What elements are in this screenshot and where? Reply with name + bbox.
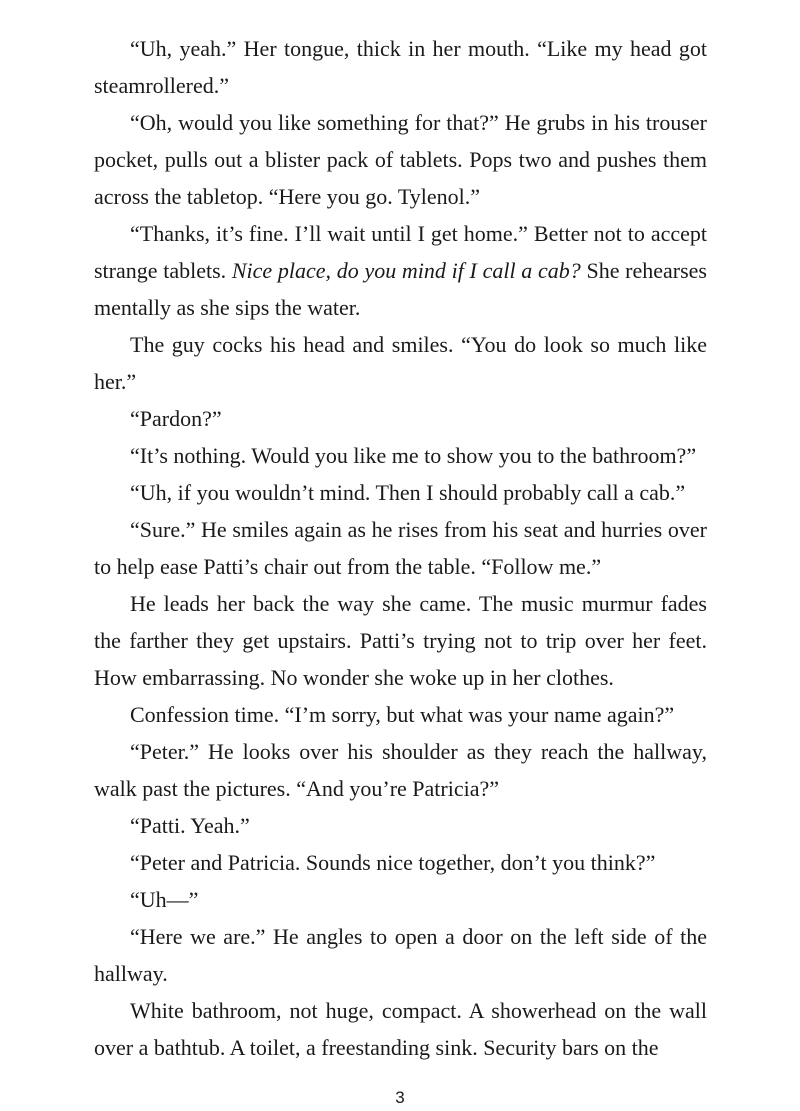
paragraph-2: “Oh, would you like something for that?” He grubs in his trouser pocket, pulls out a blister pack of tablets. Pops two and pushes them across the tabletop. “Here you go. Tylenol.” (94, 110, 707, 209)
page-number: 3 (395, 1088, 405, 1107)
paragraph-11: “Peter.” He looks over his shoulder as they reach the hallway, walk past the pictures. “And you’re Patricia?” (94, 739, 707, 801)
paragraph-7: “Uh, if you wouldn’t mind. Then I should probably call a cab.” (130, 480, 686, 505)
paragraph-4: The guy cocks his head and smiles. “You do look so much like her.” (94, 332, 707, 394)
paragraph-12: “Patti. Yeah.” (130, 813, 250, 838)
paragraph-3-italic: Nice place, do you mind if I call a cab? (231, 258, 581, 283)
paragraph-5: “Pardon?” (130, 406, 222, 431)
paragraph-8: “Sure.” He smiles again as he rises from his seat and hurries over to help ease Patti’s chair out from the table. “Follow me.” (94, 517, 707, 579)
paragraph-3-tail: She rehearses mentally as she sips the water. (94, 258, 707, 320)
paragraph-15: “Here we are.” He angles to open a door on the left side of the hallway. (94, 924, 707, 986)
paragraph-13: “Peter and Patricia. Sounds nice together, don’t you think?” (130, 850, 656, 875)
paragraph-16: White bathroom, not huge, compact. A showerhead on the wall over a bathtub. A toilet, a freestanding sink. Security bars on the (94, 998, 707, 1060)
paragraph-6: “It’s nothing. Would you like me to show you to the bathroom?” (130, 443, 697, 468)
paragraph-1: “Uh, yeah.” Her tongue, thick in her mouth. “Like my head got steamrollered.” (94, 36, 707, 98)
paragraph-3-lead: “Thanks, it’s fine. I’ll wait until I get home.” Better not to accept strange tablets. (94, 221, 707, 283)
paragraph-14: “Uh—” (130, 887, 199, 912)
paragraph-10: Confession time. “I’m sorry, but what was your name again?” (130, 702, 675, 727)
paragraph-9: He leads her back the way she came. The music murmur fades the farther they get upstairs. Patti’s trying not to trip over her feet. How embarrassing. No wonder she woke up in her clothes. (94, 591, 707, 690)
paragraph-3 (94, 215, 707, 326)
page-body (94, 30, 707, 1066)
